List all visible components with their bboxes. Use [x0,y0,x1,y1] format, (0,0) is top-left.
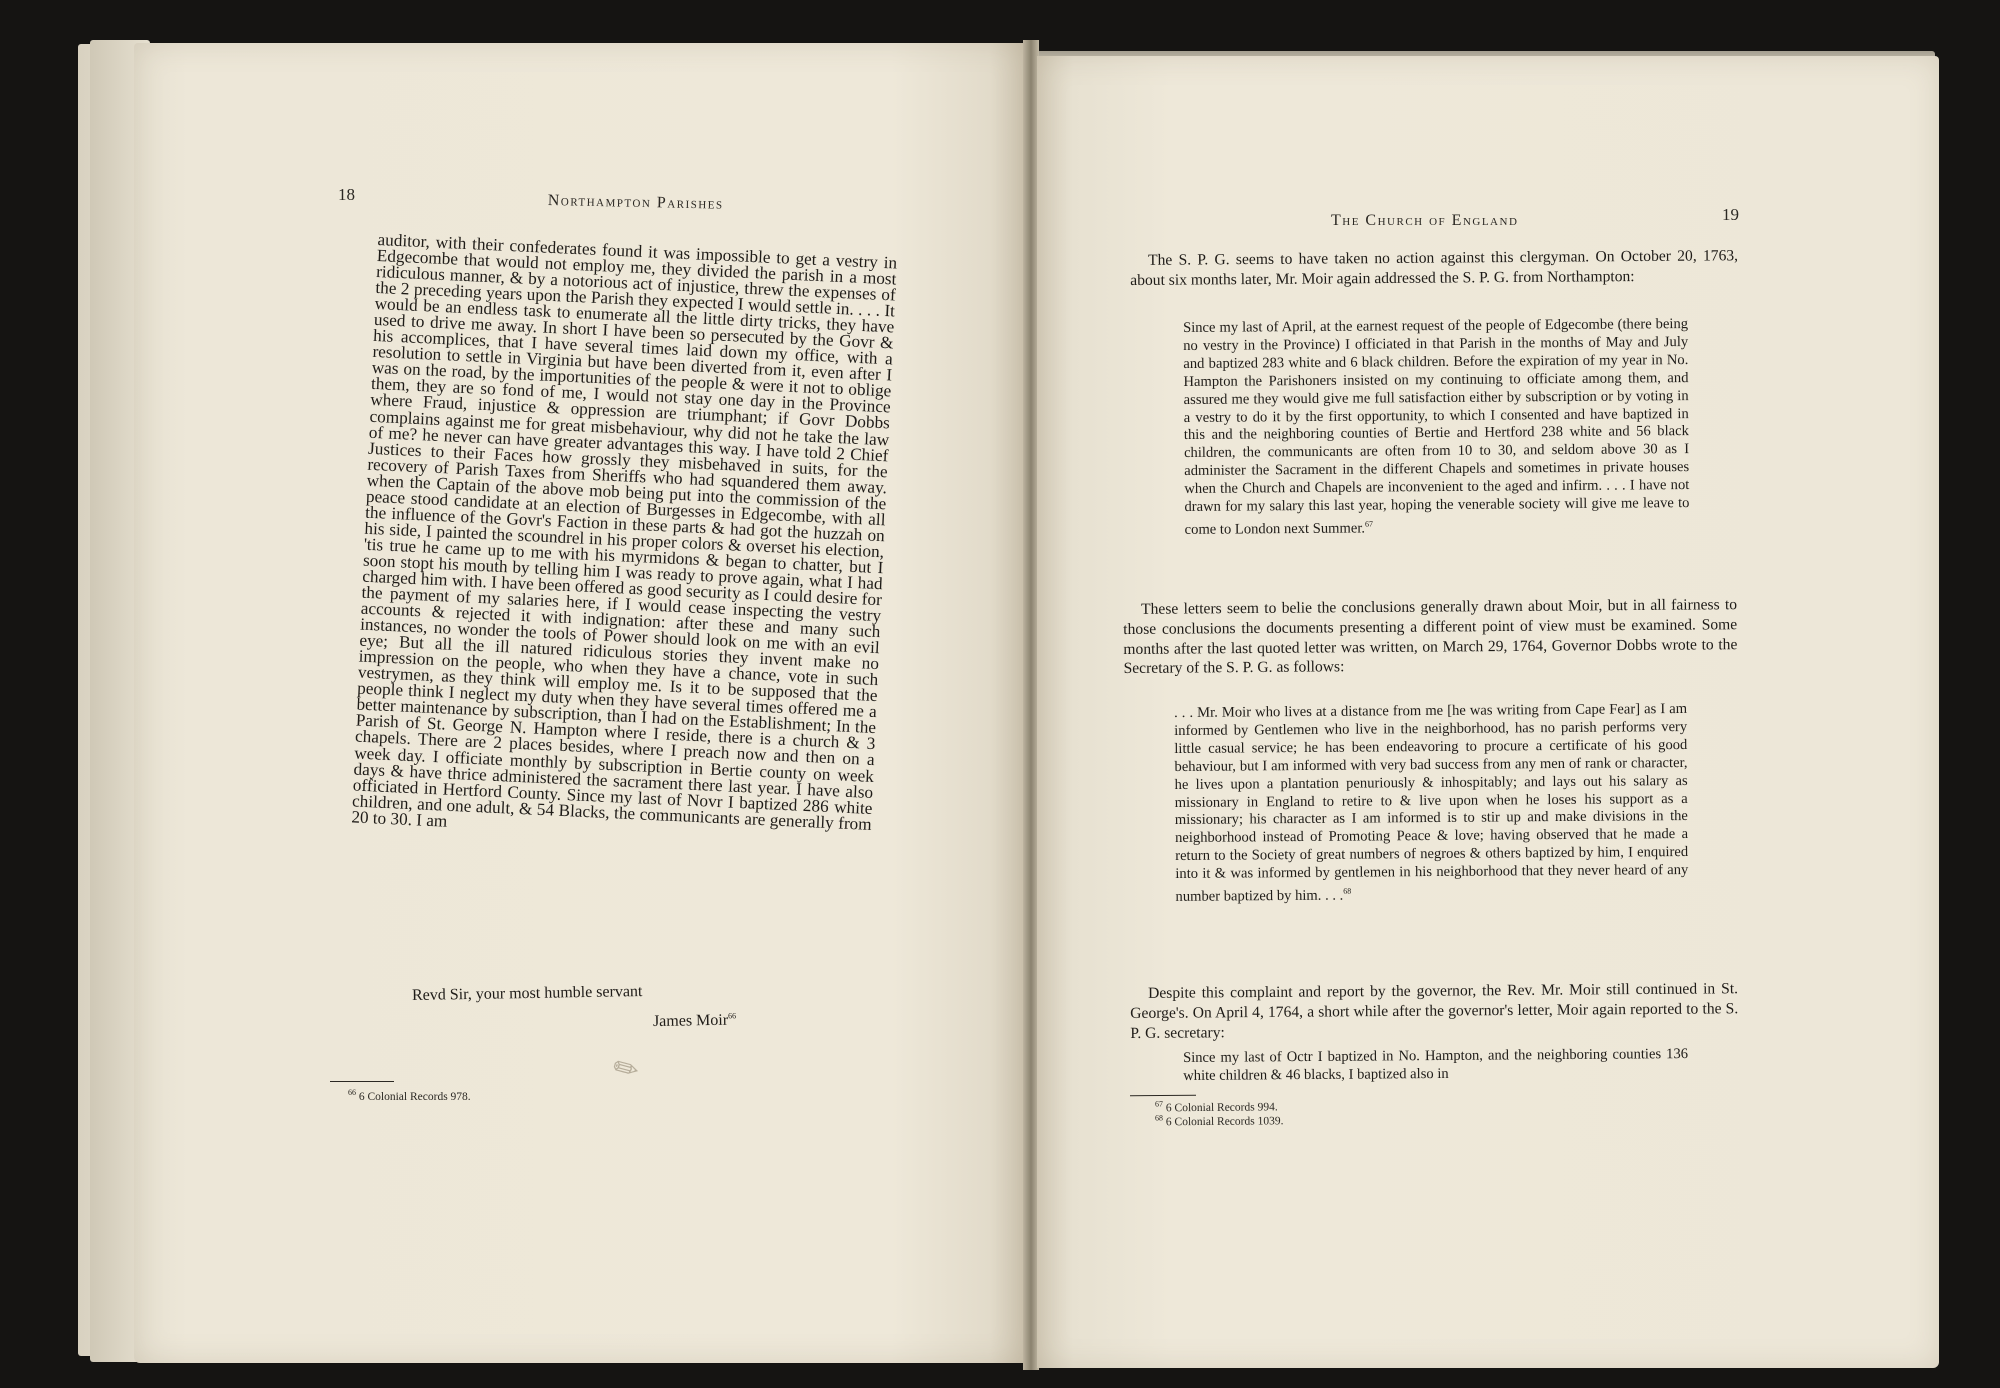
right-footnote-2 [1155,1112,1284,1128]
paragraph-1 [1130,246,1738,290]
quote-3 [1183,1046,1688,1086]
quote-2-note: 68 [1343,886,1352,896]
page-mark: ✎ [607,1048,646,1091]
signature-name: James Moir [652,1011,729,1031]
paragraph-3-text: Despite this complaint and report by the governor, the Rev. Mr. Moir still continued in St. George's. On April 4, 1764, a short while after the governor's letter, Moir again reported to the S. P. G. secretary: [1130,980,1739,1042]
quote-1-body [1183,316,1690,540]
paragraph-2-text: These letters seem to belie the conclusions generally drawn about Moir, but in all fairness to those conclusions the documents presenting a different point of view must be examined. Some months after the last quoted letter was written, on March 29, 1764, Governor Dobbs wrote to the Secretary of the S. P. G. as follows: [1123,596,1738,678]
signature [653,1011,736,1031]
left-footnote [348,1088,471,1103]
right-footnote-1-mark: 67 [1154,1099,1164,1109]
left-footnote-rule [330,1081,394,1082]
quote-2-text: . . . Mr. Moir who lives at a distance from me [he was writing from Cape Fear] as I am informed by Gentlemen who live in the neighborhood, has no parish performs very little casual service; he has been endeavoring to procure a certificate of his good behaviour, but I am informed with very bad success from any men of rank or character, he lives upon a plantation penuriously & inhospitably; and lays out his salary as missionary in England to retire to & live upon when he loses his support as a missionary; his character as I am informed is to stir up and make divisions in the neighborhood instead of Promoting Peace & love; having observed that he made a return to the Society of great numbers of negroes & others baptized by him, I enquired into it & was informed by gentlemen in his neighborhood that they never heard of any number baptized by him. . . . [1174,700,1689,905]
paragraph-2 [1123,595,1738,679]
quote-1-text: Since my last of April, at the earnest request of the people of Edgecombe (there being no vestry in the Province) I officiated in that Parish in the months of May and July and baptized 283 white and 6 black children. Before the expiration of my year in No. Hampton the Parishoners insisted on my continuing to officiate among them, and assured me they would give me full satisfaction either by subscription or by voting in a vestry to do it by the first opportunity, to which I consented and have baptized in this and the neighboring counties of Bertie and Hertford 238 white and 56 black children, the communicants are often from 10 to 30, and seldom above 30 as I administer the Sacrament in the different Chapels and sometimes in private houses when the Church and Chapels are inconvenient to the aged and infirm. . . . I have not drawn for my salary this last year, hoping the venerable society will give me leave to come to London next Summer. [1183,316,1690,538]
left-footnote-text: 6 Colonial Records 978. [358,1090,471,1103]
right-footnote-2-mark: 68 [1154,1113,1164,1123]
left-running-head [548,192,724,214]
right-footnote-1-text: 6 Colonial Records 994. [1165,1101,1278,1115]
quote-3-text: Since my last of Octr I baptized in No. Hampton, and the neighboring counties 136 white children & 46 blacks, I baptized also in [1183,1046,1689,1084]
signature-note: 66 [727,1011,737,1021]
letter-body [351,232,897,849]
left-footnote-mark: 66 [348,1088,356,1097]
salutation: Revd Sir, your most humble servant [411,982,643,1005]
left-page-number: 18 [338,185,355,204]
paragraph-1-text: The S. P. G. seems to have taken no action against this clergyman. On October 20, 1763, about six months later, Mr. Moir again addressed the S. P. G. from Northampton: [1130,247,1739,289]
left-running-head-text: Northampton Parishes [547,192,724,213]
paragraph-3 [1130,979,1738,1043]
right-footnote-2-text: 6 Colonial Records 1039. [1165,1115,1284,1129]
right-running-head-text: The Church of England [1331,212,1519,229]
quote-1 [1183,316,1690,540]
quote-1-note: 67 [1364,519,1374,529]
quote-2 [1174,701,1689,907]
right-page-number: 19 [1722,205,1739,224]
letter-body-text: auditor, with their confederates found it was impossible to get a vestry in Edgecombe that would not employ me, they divided the parish in a most ridiculous manner, & by a notorious act of injustice, threw the expenses of the 2 preceding years upon the Parish they expected I would settle in. . . . It would be an endless task to enumerate all the little dirty tricks, they have used to drive me away. In short I have been so persecuted by the Govr & his accomplices, that I have several times laid down my office, with a resolution to settle in Virginia but have been diverted from it, even after I was on the road, by the importunities of the people & were it not to oblige them, they are so fond of me, I would not stay one day in the Province where Fraud, injustice & oppression are triumphant; if Govr Dobbs complains against me for great misbehaviour, why did not he take the law of me? he never can have greater advantages this way. I have told 2 Chief Justices to their Faces how grossly they misbehaved in suits, for the recovery of Parish Taxes from Sheriffs who had squandered them away. when the Captain of the above mob being put into the commission of the peace stood candidate at an election of Burgesses in Edgecombe, with all the influence of the Govr's Faction in these parts & had got the huzzah on his side, I painted the scoundrel in his proper colors & overset his election, 'tis true he came up to me with his myrmidons & began to chatter, but I soon stopt his mouth by telling him I was ready to prove again, what I had charged him with. I have been offered as good security as I could desire for the payment of my salaries here, if I would cease inspecting the vestry accounts & rejected it with indignation: after these and many such instances, no wonder the tools of Power should look on me with an evil eye; But all the ill natured ridiculous stories they invent make no impression on the people, who when they have a chance, vote in such vestrymen, as they think will employ me. Is it to be supposed that the people think I neglect my duty when they have several times offered me a better maintenance by subscription, than I had on the Establishment; In the Parish of St. George N. Hampton where I reside, there is a church & 3 chapels. There are 2 places besides, where I preach now and then on a week day. I officiate monthly by subscription in Bertie county on week days & have thrice administered the sacrament there last year. I have also officiated in Hertford County. Since my last of Novr I baptized 286 white children, and one adult, & 54 Blacks, the communicants are generally from 20 to 30. I am [351,230,898,834]
quote-2-body [1174,701,1689,907]
right-running-head [1331,212,1518,230]
